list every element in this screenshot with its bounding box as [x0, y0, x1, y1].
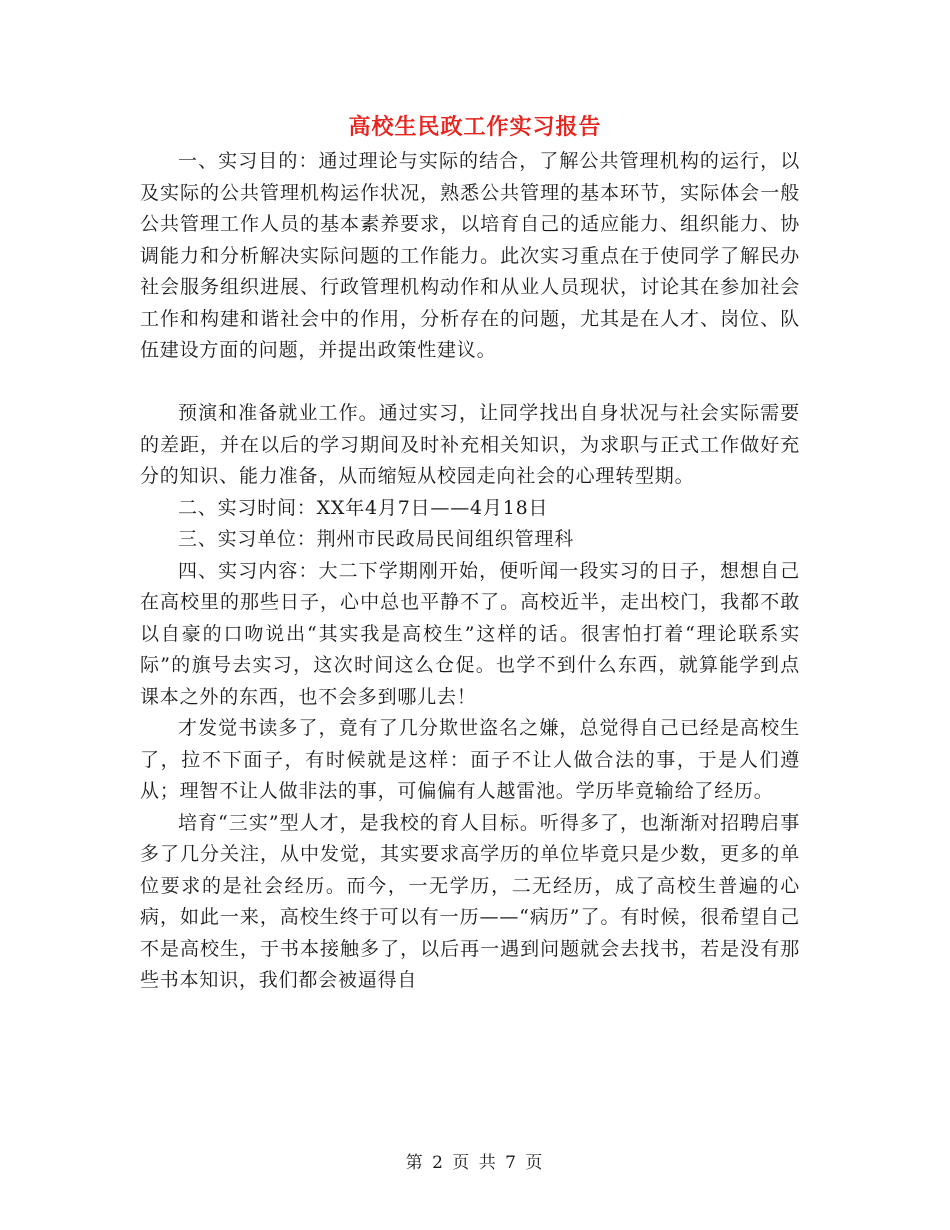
paragraph-reflection: 才发觉书读多了，竟有了几分欺世盗名之嫌，总觉得自己已经是高校生了，拉不下面子，有时候就是这样：面子不让人做合法的事，于是人们遵从；理智不让人做非法的事，可偏偏有人越雷池。学历毕竟输给了经历。 [140, 717, 800, 802]
page-number-footer: 第 2 页 共 7 页 [405, 1153, 545, 1173]
document-title: 高校生民政工作实习报告 [348, 114, 602, 140]
paragraph-internship-content: 四、实习内容：大二下学期刚开始，便听闻一段实习的日子，想想自己在高校里的那些日子，心中总也平静不了。高校近半，走出校门，我都不敢以自豪的口吻说出“其实我是高校生”这样的话。很害怕打着“理论联系实际”的旗号去实习，这次时间这么仓促。也学不到什么东西，就算能学到点课本之外的东西，也不会多到哪儿去！ [140, 559, 800, 708]
paragraph-talent-goal: 培育“三实”型人才，是我校的育人目标。听得多了，也渐渐对招聘启事多了几分关注，从中发觉，其实要求高学历的单位毕竟只是少数，更多的单位要求的是社会经历。而今，一无学历，二无经历，成了高校生普遍的心病，如此一来，高校生终于可以有一历——“病历”了。有时候，很希望自己不是高校生，于书本接触多了，以后再一遇到问题就会去找书，若是没有那些书本知识，我们都会被逼得自 [140, 811, 800, 991]
document-body [140, 146, 800, 997]
paragraph-internship-time: 二、实习时间：XX年4月7日——4月18日 [178, 496, 549, 519]
paragraph-internship-unit: 三、实习单位：荆州市民政局民间组织管理科 [178, 528, 575, 550]
paragraph-employment-prep: 预演和准备就业工作。通过实习，让同学找出自身状况与社会实际需要的差距，并在以后的学习期间及时补充相关知识，为求职与正式工作做好充分的知识、能力准备，从而缩短从校园走向社会的心理转型期。 [140, 402, 800, 487]
paragraph-purpose: 一、实习目的：通过理论与实际的结合，了解公共管理机构的运行，以及实际的公共管理机构运作状况，熟悉公共管理的基本环节，实际体会一般公共管理工作人员的基本素养要求，以培育自己的适应能力、组织能力、协调能力和分析解决实际问题的工作能力。此次实习重点在于使同学了解民办社会服务组织进展、行政管理机构动作和从业人员现状，讨论其在参加社会工作和构建和谐社会中的作用，分析存在的问题，尤其是在人才、岗位、队伍建设方面的问题，并提出政策性建议。 [140, 150, 800, 361]
paragraph-spacer [140, 367, 800, 399]
